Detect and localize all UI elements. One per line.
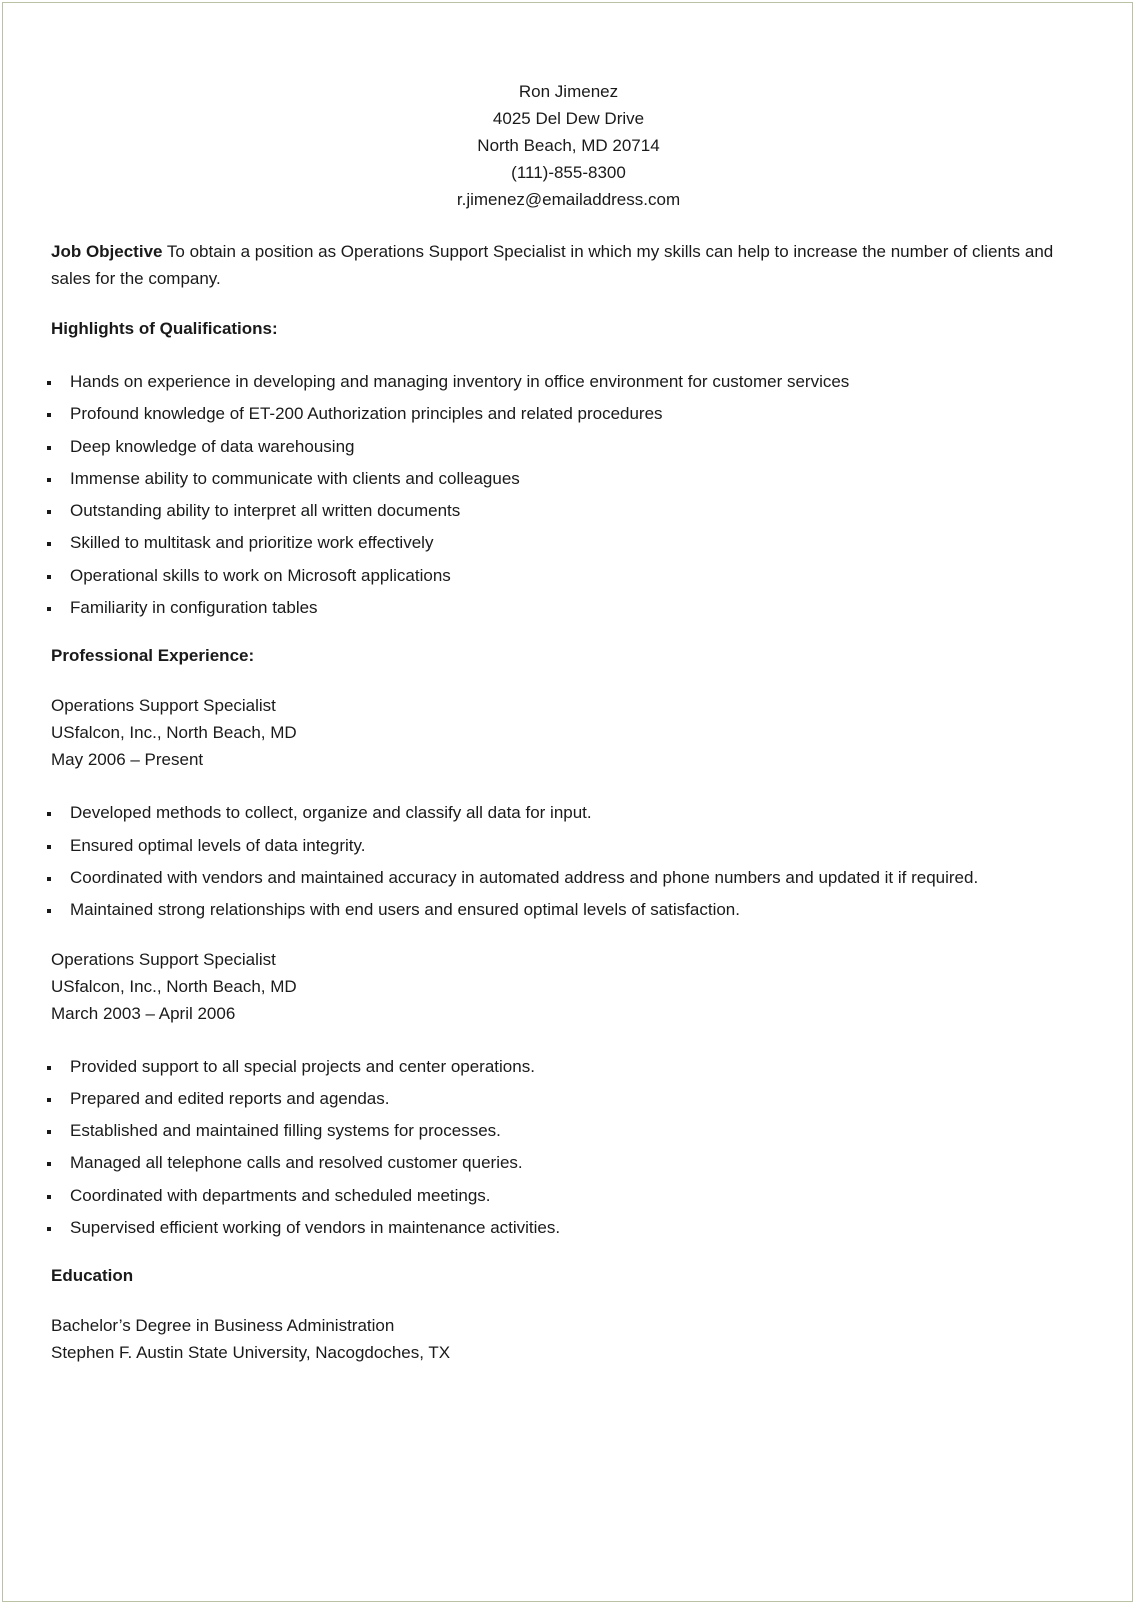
contact-phone: (111)-855-8300 (511, 163, 626, 182)
education-title: Education (51, 1266, 134, 1286)
objective-label: Job Objective (51, 242, 163, 261)
highlights-title: Highlights of Qualifications: (51, 319, 278, 338)
job-dates: May 2006 – Present (51, 750, 204, 770)
list-item: Established and maintained filling systems for processes. (51, 1115, 1096, 1147)
objective-text: To obtain a position as Operations Support Specialist in which my skills can help to increase the number of clients and sales for the company. (51, 242, 1054, 288)
education-entry (51, 1312, 1096, 1366)
contact-city: North Beach, MD 20714 (477, 136, 660, 155)
list-item: Developed methods to collect, organize and classify all data for input. (51, 797, 1096, 829)
education-degree: Bachelor’s Degree in Business Administration (51, 1316, 395, 1336)
list-item: Prepared and edited reports and agendas. (51, 1083, 1096, 1115)
contact-street: 4025 Del Dew Drive (492, 109, 645, 128)
list-item: Managed all telephone calls and resolved customer queries. (51, 1147, 1096, 1179)
list-item: Profound knowledge of ET-200 Authorization principles and related procedures (51, 398, 1096, 430)
education-school: Stephen F. Austin State University, Nacogdoches, TX (51, 1343, 451, 1363)
job-position: Operations Support Specialist (51, 696, 276, 716)
highlights-list (51, 366, 1096, 624)
list-item: Familiarity in configuration tables (51, 592, 1096, 624)
job-duties-list (51, 1051, 1096, 1245)
list-item: Maintained strong relationships with end users and ensured optimal levels of satisfaction. (51, 894, 1096, 926)
job-position: Operations Support Specialist (51, 949, 276, 969)
list-item: Deep knowledge of data warehousing (51, 431, 1096, 463)
job-dates: March 2003 – April 2006 (51, 1003, 236, 1023)
list-item: Coordinated with departments and scheduled meetings. (51, 1180, 1096, 1212)
experience-title: Professional Experience: (51, 646, 255, 666)
job-duties-list (51, 797, 1096, 926)
job-entry (51, 692, 1096, 773)
contact-email: r.jimenez@emailaddress.com (456, 190, 681, 209)
job-company: USfalcon, Inc., North Beach, MD (51, 723, 297, 743)
resume-document (51, 78, 1096, 1366)
job-company: USfalcon, Inc., North Beach, MD (51, 976, 297, 996)
list-item: Supervised efficient working of vendors in maintenance activities. (51, 1212, 1096, 1244)
list-item: Provided support to all special projects and center operations. (51, 1051, 1096, 1083)
job-objective (51, 238, 1096, 292)
list-item: Outstanding ability to interpret all written documents (51, 495, 1096, 527)
job-entry (51, 946, 1096, 1027)
list-item: Immense ability to communicate with clients and colleagues (51, 463, 1096, 495)
list-item: Hands on experience in developing and managing inventory in office environment for customer services (51, 366, 1096, 398)
contact-name: Ron Jimenez (518, 82, 619, 101)
list-item: Operational skills to work on Microsoft applications (51, 560, 1096, 592)
contact-header (51, 78, 1086, 213)
list-item: Skilled to multitask and prioritize work effectively (51, 527, 1096, 559)
list-item: Coordinated with vendors and maintained accuracy in automated address and phone numbers and updated it if required. (51, 862, 1096, 894)
list-item: Ensured optimal levels of data integrity. (51, 830, 1096, 862)
